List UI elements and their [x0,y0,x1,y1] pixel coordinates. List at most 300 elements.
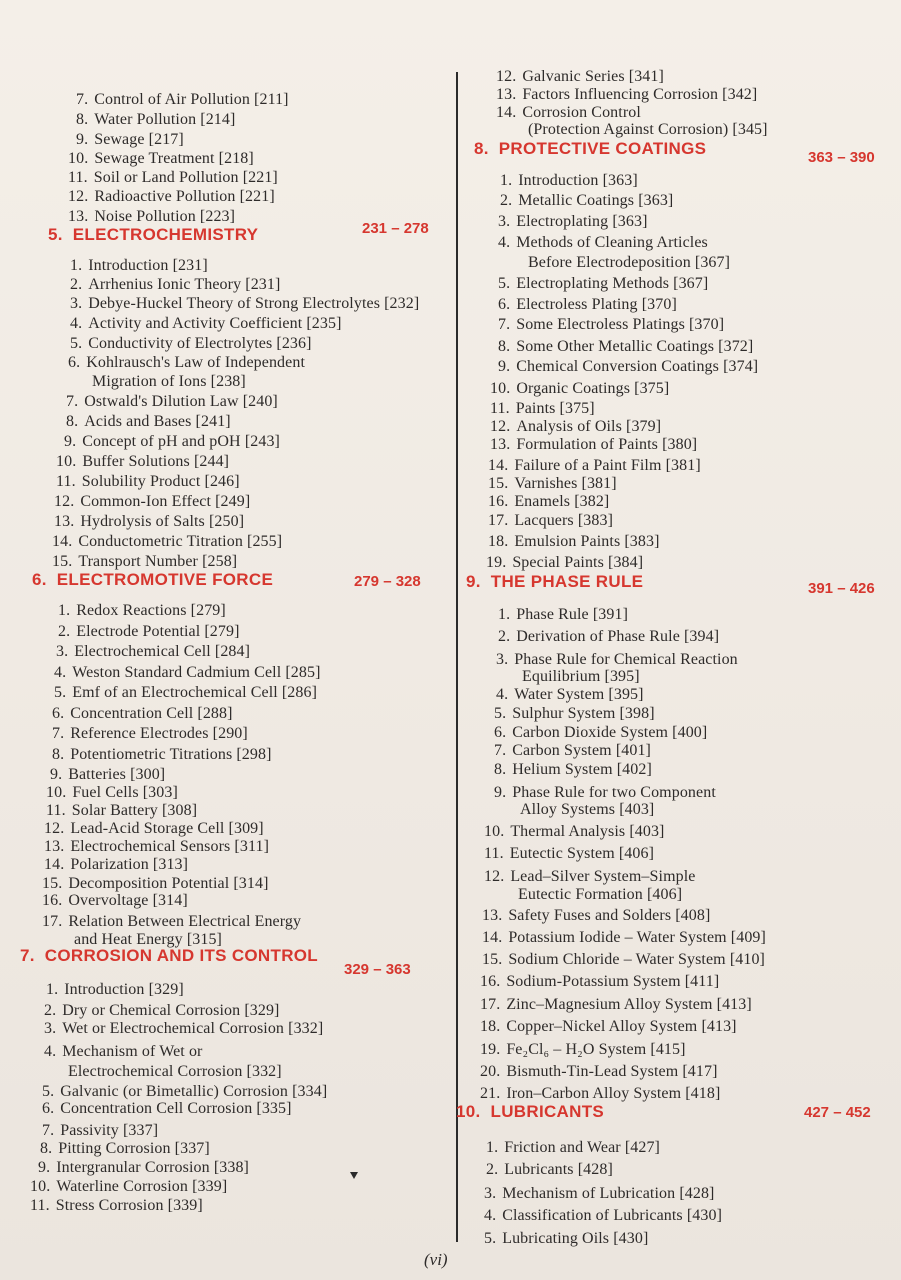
toc-entry [54,684,317,702]
toc-entry-number: 7. [494,742,507,759]
toc-entry [496,651,738,669]
toc-entry-title: Chemical Conversion Coatings [374] [516,358,759,375]
toc-entry-title: Equilibrium [395] [522,668,640,685]
toc-entry-title: Conductometric Titration [255] [78,533,283,550]
toc-entry-number: 12. [44,820,65,837]
toc-entry [494,761,652,779]
toc-entry-title: Sewage [217] [94,131,184,148]
toc-entry-number: 8. [66,413,79,430]
toc-entry-title: Batteries [300] [68,766,166,783]
toc-entry [68,150,254,168]
toc-entry-title: Before Electrodeposition [367] [528,254,731,271]
toc-entry-title: Enamels [382] [514,493,610,510]
toc-entry-title: Fuel Cells [303] [72,784,178,801]
toc-entry [68,188,275,206]
toc-entry [76,111,235,129]
toc-entry-number: 4. [484,1207,497,1224]
toc-entry [42,1100,292,1118]
toc-entry [70,315,342,333]
toc-entry-number: 10. [30,1178,51,1195]
toc-entry-title: Carbon Dioxide System [400] [512,724,708,741]
toc-entry [494,784,716,802]
toc-entry-number: 3. [56,643,69,660]
toc-entry [488,512,613,530]
toc-entry-title: Galvanic Series [341] [522,68,664,85]
toc-entry-number: 15. [52,553,73,570]
toc-entry [498,358,758,376]
toc-entry [66,413,231,431]
toc-entry [490,418,661,436]
toc-entry [498,213,648,231]
chapter-number: 6. [32,570,47,589]
toc-entry-number: 13. [482,907,503,924]
toc-entry-number: 2. [486,1161,499,1178]
toc-entry [58,602,226,620]
toc-entry [498,606,628,624]
toc-entry-title: Paints [375] [515,400,595,417]
toc-entry-title: Helium System [402] [512,761,652,778]
toc-entry [30,1197,203,1215]
chapter-heading [456,1102,604,1122]
toc-entry [498,338,753,356]
toc-entry-title: Failure of a Paint Film [381] [514,457,701,474]
toc-entry [66,393,278,411]
toc-entry [522,668,640,686]
toc-entry-title: Buffer Solutions [244] [82,453,230,470]
chapter-heading [474,139,706,159]
toc-entry-title: Lacquers [383] [514,512,614,529]
chapter-heading [20,946,318,966]
chapter-page-range: 329 – 363 [344,961,411,978]
toc-entry [44,838,269,856]
toc-entry-number: 8. [76,111,89,128]
toc-entry [68,169,278,187]
toc-entry [68,208,235,226]
toc-entry [480,1063,718,1081]
toc-entry-title: Potentiometric Titrations [298] [70,746,272,763]
toc-entry-number: 6. [498,296,511,313]
toc-entry [42,875,269,893]
toc-entry [68,1063,282,1081]
toc-entry-number: 3. [498,213,511,230]
toc-entry-number: 7. [42,1122,55,1139]
toc-entry-title: Activity and Activity Coefficient [235] [88,315,342,332]
toc-entry-number: 7. [66,393,79,410]
toc-entry-number: 18. [488,533,509,550]
toc-entry-number: 15. [42,875,63,892]
toc-entry-number: 13. [490,436,511,453]
toc-entry [480,973,719,991]
toc-entry-title: Sulphur System [398] [512,705,655,722]
toc-entry-number: 4. [496,686,509,703]
toc-entry [496,686,644,704]
toc-entry-title: Passivity [337] [60,1122,159,1139]
toc-entry [42,892,188,910]
toc-entry [482,907,710,925]
toc-entry-number: 2. [70,276,83,293]
toc-entry [46,784,178,802]
toc-entry-number: 2. [500,192,513,209]
toc-entry [54,513,244,531]
toc-entry-title: Metallic Coatings [363] [518,192,674,209]
toc-entry [38,1159,249,1177]
toc-entry [494,742,651,760]
toc-entry [484,1185,714,1203]
toc-entry [482,951,765,969]
toc-entry-title: Phase Rule for Chemical Reaction [514,651,738,668]
toc-entry-title: Dry or Chemical Corrosion [329] [62,1002,280,1019]
toc-entry-number: 4. [498,234,511,251]
toc-entry-number: 12. [68,188,89,205]
toc-entry-title: Electrochemical Sensors [311] [70,838,269,855]
toc-entry-title: Iron–Carbon Alloy System [418] [506,1085,721,1102]
toc-entry-number: 6. [42,1100,55,1117]
toc-entry-title: Sodium-Potassium System [411] [506,973,720,990]
toc-entry-title: Intergranular Corrosion [338] [56,1159,249,1176]
toc-entry-title: Arrhenius Ionic Theory [231] [88,276,281,293]
toc-entry-number: 12. [54,493,75,510]
toc-entry [64,433,280,451]
toc-entry-title: Weston Standard Cadmium Cell [285] [72,664,321,681]
toc-entry [484,845,654,863]
toc-entry-title: Eutectic System [406] [509,845,655,862]
chapter-number: 9. [466,572,481,591]
toc-entry [486,1139,660,1157]
chapter-number: 8. [474,139,489,158]
toc-entry-number: 8. [498,338,511,355]
chapter-page-range: 391 – 426 [808,580,875,597]
toc-entry [488,457,701,475]
toc-entry [50,766,165,784]
toc-entry [494,705,655,723]
toc-entry-number: 1. [70,257,83,274]
toc-entry-number: 9. [76,131,89,148]
toc-entry [52,553,237,571]
chapter-page-range: 363 – 390 [808,149,875,166]
chapter-title: THE PHASE RULE [490,572,644,591]
toc-entry-title: Polarization [313] [70,856,189,873]
toc-entry [42,913,301,931]
toc-entry-title: Wet or Electrochemical Corrosion [332] [62,1020,324,1037]
toc-entry-title: Solar Battery [308] [71,802,198,819]
toc-entry [40,1140,210,1158]
toc-entry [488,475,617,493]
toc-entry [56,453,229,471]
toc-entry-number: 4. [44,1043,57,1060]
toc-entry-title: Mechanism of Wet or [62,1043,203,1060]
chapter-title: LUBRICANTS [490,1102,605,1121]
toc-entry-number: 11. [484,845,504,862]
toc-entry [480,1018,737,1036]
toc-entry-number: 9. [38,1159,51,1176]
toc-entry-title: Migration of Ions [238] [92,373,246,390]
toc-entry-number: 16. [480,973,501,990]
toc-entry-number: 12. [490,418,511,435]
toc-entry-title: Friction and Wear [427] [504,1139,660,1156]
toc-entry-title: Hydrolysis of Salts [250] [80,513,245,530]
toc-entry-title: Radioactive Pollution [221] [94,188,275,205]
toc-entry-title: Transport Number [258] [78,553,238,570]
toc-entry-number: 11. [46,802,66,819]
toc-entry [70,276,280,294]
toc-entry-title: Carbon System [401] [512,742,651,759]
toc-entry [484,1230,648,1248]
toc-entry-title: Concentration Cell [288] [70,705,233,722]
toc-entry-number: 5. [70,335,83,352]
toc-entry [500,172,638,190]
toc-entry-title: Solubility Product [246] [81,473,240,490]
toc-entry [484,1207,722,1225]
toc-entry-number: 10. [68,150,89,167]
toc-entry-number: 8. [52,746,65,763]
toc-entry-number: 5. [498,275,511,292]
chapter-heading [32,570,273,590]
toc-entry-number: 1. [498,606,511,623]
toc-entry-number: 2. [58,623,71,640]
toc-entry-number: 8. [494,761,507,778]
toc-entry-number: 1. [58,602,71,619]
toc-entry-title: Electroplating Methods [367] [516,275,709,292]
toc-entry-title: Emulsion Paints [383] [514,533,660,550]
toc-entry-title: Waterline Corrosion [339] [56,1178,228,1195]
toc-entry [490,380,669,398]
chapter-number: 7. [20,946,35,965]
toc-entry [528,254,730,272]
toc-entry-number: 19. [480,1041,501,1058]
toc-entry-number: 11. [490,400,510,417]
toc-entry-title: Some Electroless Platings [370] [516,316,725,333]
toc-entry-title: Organic Coatings [375] [516,380,670,397]
toc-entry-title: Corrosion Control [522,104,641,121]
toc-entry [70,335,312,353]
toc-entry-number: 9. [494,784,507,801]
chapter-heading [48,225,258,245]
page-number: (vi) [424,1250,448,1269]
toc-entry-title: Common-Ion Effect [249] [80,493,251,510]
chapter-page-range: 279 – 328 [354,573,421,590]
toc-entry-title: Ostwald's Dilution Law [240] [84,393,278,410]
toc-entry-number: 5. [484,1230,497,1247]
toc-entry-title: Bismuth-Tin-Lead System [417] [506,1063,718,1080]
toc-entry-number: 4. [54,664,67,681]
toc-entry-number: 2. [44,1002,57,1019]
toc-entry-number: 3. [70,295,83,312]
toc-entry [42,1122,158,1140]
toc-entry [520,801,654,819]
toc-entry [54,493,250,511]
toc-entry-number: 10. [46,784,67,801]
toc-entry [58,623,240,641]
toc-entry-title: Sewage Treatment [218] [94,150,254,167]
toc-entry-title: Fe₂Cl₆ – H₂O System [415] [506,1041,686,1058]
toc-entry-number: 11. [30,1197,50,1214]
toc-entry-number: 1. [46,981,59,998]
toc-entry-title: Decomposition Potential [314] [68,875,269,892]
toc-entry [486,1161,613,1179]
toc-entry-title: Derivation of Phase Rule [394] [516,628,720,645]
toc-entry [92,373,246,391]
toc-entry [44,1043,203,1061]
toc-entry [490,400,595,418]
toc-entry-number: 3. [484,1185,497,1202]
toc-entry-title: Sodium Chloride – Water System [410] [508,951,765,968]
toc-entry [44,1002,279,1020]
toc-entry [494,724,707,742]
toc-entry [498,316,724,334]
toc-entry-number: 18. [480,1018,501,1035]
toc-entry-title: Water Pollution [214] [94,111,236,128]
toc-entry-number: 12. [496,68,517,85]
toc-entry-title: Formulation of Paints [380] [516,436,698,453]
toc-entry [52,725,248,743]
toc-entry-number: 7. [498,316,511,333]
toc-entry [52,705,233,723]
toc-entry-title: Relation Between Electrical Energy [68,913,302,930]
toc-entry [42,1083,327,1101]
toc-entry [482,929,766,947]
toc-entry-title: Pitting Corrosion [337] [58,1140,210,1157]
toc-entry [76,131,184,149]
toc-entry [44,1020,323,1038]
toc-entry-title: Galvanic (or Bimetallic) Corrosion [334] [60,1083,328,1100]
toc-entry [488,493,609,511]
toc-entry-title: Introduction [329] [64,981,184,998]
toc-entry [70,295,419,313]
toc-entry-number: 5. [54,684,67,701]
toc-entry-number: 10. [484,823,505,840]
toc-entry-number: 12. [484,868,505,885]
chapter-heading [466,572,643,592]
toc-entry [52,746,272,764]
toc-entry-title: Overvoltage [314] [68,892,188,909]
toc-entry [498,275,708,293]
toc-entry-number: 13. [496,86,517,103]
toc-entry [68,354,305,372]
toc-entry [486,554,643,572]
toc-entry-title: Phase Rule for two Component [512,784,716,801]
toc-entry-number: 16. [488,493,509,510]
toc-entry-number: 20. [480,1063,501,1080]
toc-entry [490,436,697,454]
toc-entry-number: 15. [482,951,503,968]
toc-entry-title: Introduction [231] [88,257,208,274]
toc-entry [498,628,719,646]
toc-entry-number: 13. [44,838,65,855]
toc-entry [528,121,768,139]
toc-entry-title: Analysis of Oils [379] [516,418,662,435]
toc-entry [480,996,752,1014]
toc-entry-number: 17. [480,996,501,1013]
toc-entry-number: 7. [52,725,65,742]
toc-entry-title: Control of Air Pollution [211] [94,91,289,108]
toc-entry-title: Emf of an Electrochemical Cell [286] [72,684,318,701]
toc-entry-title: Thermal Analysis [403] [510,823,665,840]
toc-entry-title: Electroplating [363] [516,213,648,230]
toc-entry-title: Factors Influencing Corrosion [342] [522,86,758,103]
toc-entry-number: 14. [52,533,73,550]
toc-entry [498,296,677,314]
toc-entry [484,868,695,886]
toc-entry-number: 5. [494,705,507,722]
toc-entry [496,104,641,122]
chapter-page-range: 231 – 278 [362,220,429,237]
toc-entry-title: Water System [395] [514,686,644,703]
toc-entry [480,1085,720,1103]
toc-entry-number: 17. [42,913,63,930]
chapter-number: 10. [456,1102,481,1121]
chapter-title: ELECTROMOTIVE FORCE [56,570,274,589]
toc-entry-title: Electroless Plating [370] [516,296,677,313]
toc-entry-title: Conductivity of Electrolytes [236] [88,335,312,352]
toc-entry-number: 3. [44,1020,57,1037]
toc-entry [76,91,289,109]
toc-entry-number: 2. [498,628,511,645]
toc-entry [498,234,708,252]
chapter-title: PROTECTIVE COATINGS [498,139,707,158]
toc-entry-number: 9. [498,358,511,375]
toc-entry-number: 14. [482,929,503,946]
toc-entry [46,802,197,820]
toc-entry [56,473,240,491]
toc-entry-title: Debye-Huckel Theory of Strong Electrolytes [232] [88,295,420,312]
toc-entry-title: Safety Fuses and Solders [408] [508,907,711,924]
toc-entry-number: 11. [56,473,76,490]
toc-entry-number: 11. [68,169,88,186]
toc-entry-title: Lubricants [428] [504,1161,613,1178]
toc-entry-number: 5. [42,1083,55,1100]
toc-entry-number: 4. [70,315,83,332]
toc-entry-title: Varnishes [381] [514,475,617,492]
toc-entry-number: 6. [68,354,81,371]
chapter-number: 5. [48,225,63,244]
toc-entry-number: 9. [64,433,77,450]
toc-entry-number: 17. [488,512,509,529]
toc-entry [52,533,282,551]
toc-entry [30,1178,227,1196]
toc-entry-number: 7. [76,91,89,108]
toc-entry-title: Special Paints [384] [512,554,644,571]
toc-entry [500,192,673,210]
toc-entry-title: Classification of Lubricants [430] [502,1207,722,1224]
toc-entry-number: 13. [54,513,75,530]
toc-entry-title: Potassium Iodide – Water System [409] [508,929,766,946]
arrow-down-icon [350,1172,358,1179]
column-divider [456,72,458,1242]
toc-entry-title: Electrochemical Cell [284] [74,643,251,660]
toc-entry-title: Lead–Silver System–Simple [510,868,696,885]
toc-entry-number: 1. [486,1139,499,1156]
toc-entry-title: Introduction [363] [518,172,638,189]
toc-entry-title: Eutectic Formation [406] [518,886,683,903]
toc-entry-title: Reference Electrodes [290] [70,725,248,742]
toc-entry-number: 14. [496,104,517,121]
toc-entry-title: Zinc–Magnesium Alloy System [413] [506,996,752,1013]
toc-entry-number: 1. [500,172,513,189]
toc-entry-title: Acids and Bases [241] [84,413,231,430]
toc-entry-title: Concentration Cell Corrosion [335] [60,1100,292,1117]
toc-entry-number: 6. [52,705,65,722]
chapter-title: ELECTROCHEMISTRY [72,225,259,244]
toc-entry-number: 16. [42,892,63,909]
toc-entry-number: 9. [50,766,63,783]
chapter-page-range: 427 – 452 [804,1104,871,1121]
toc-entry [54,664,321,682]
toc-entry-title: Electrode Potential [279] [76,623,240,640]
toc-entry [496,68,664,86]
toc-entry-number: 21. [480,1085,501,1102]
toc-entry [480,1041,686,1059]
toc-entry-title: Phase Rule [391] [516,606,629,623]
